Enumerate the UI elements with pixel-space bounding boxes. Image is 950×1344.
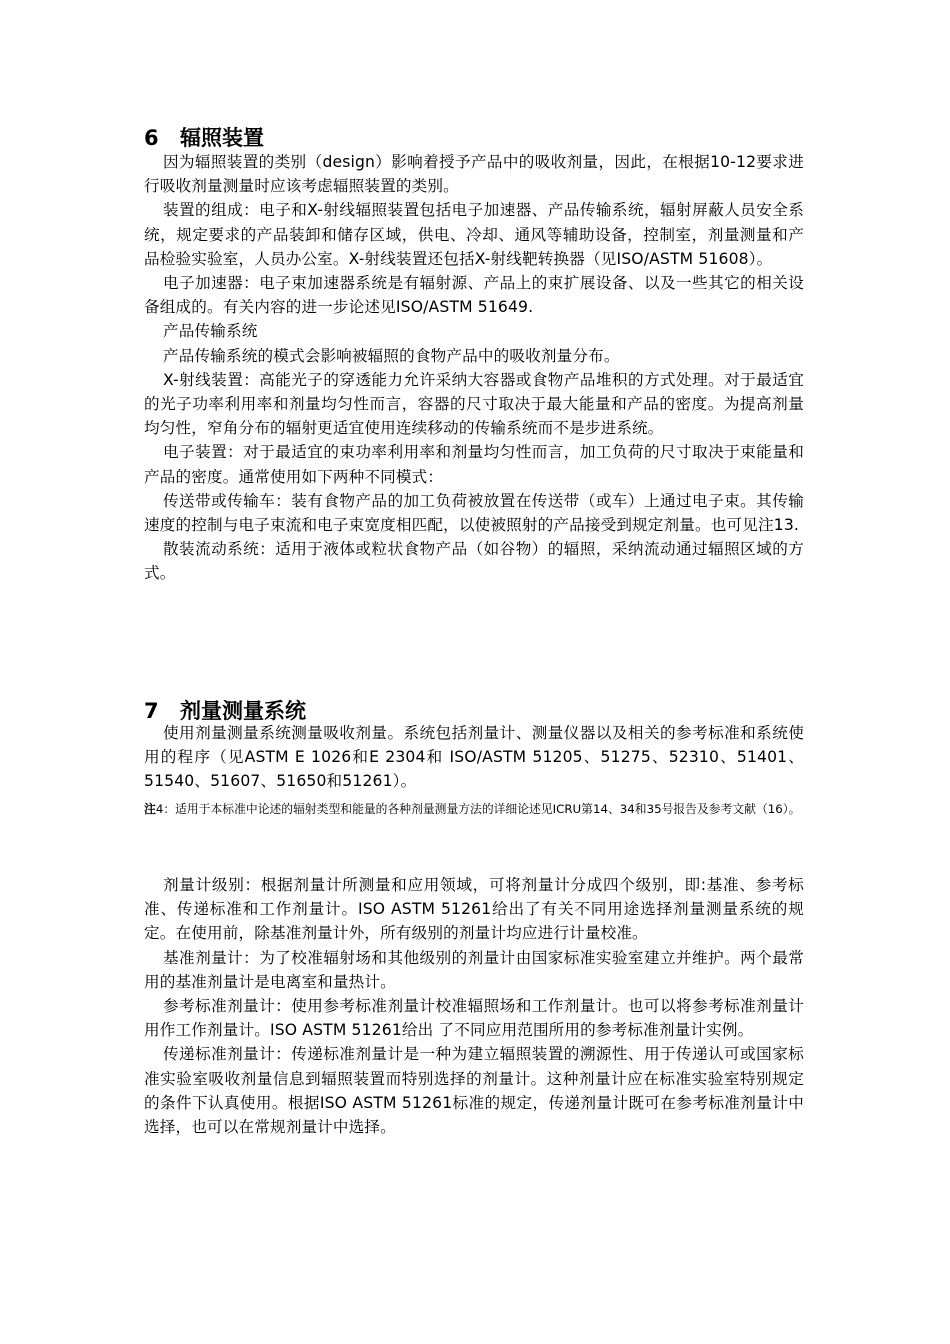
section-6-body xyxy=(144,150,804,586)
note-label: 注 xyxy=(144,802,156,816)
paragraph-primary-dosimeter: 基准剂量计：为了校准辐射场和其他级别的剂量计由国家标准实验室建立并维护。两个最常用的基准剂量计是电离室和量热计。 xyxy=(144,948,804,991)
paragraph-electron-facility: 电子装置：对于最适宜的束功率利用率和剂量均匀性而言，加工负荷的尺寸取决于束能量和产品的密度。通常使用如下两种不同模式： xyxy=(144,443,804,486)
section-7-intro xyxy=(144,721,804,794)
section-7-title: 剂量测量系统 xyxy=(180,699,306,723)
paragraph-conveyor-heading: 产品传输系统 xyxy=(163,322,258,341)
section-7-body xyxy=(144,873,804,1139)
section-6-number: 6 xyxy=(144,126,159,150)
section-7-number: 7 xyxy=(144,699,159,723)
paragraph-conveyor-cart: 传送带或传输车：装有食物产品的加工负荷被放置在传送带（或车）上通过电子束。其传输速度的控制与电子束流和电子束宽度相匹配，以使被照射的产品接受到规定剂量。也可见注13. xyxy=(144,491,804,535)
paragraph-reference-dosimeter: 参考标准剂量计：使用参考标准剂量计校准辐照场和工作剂量计。也可以将参考标准剂量计用作工作剂量计。ISO ASTM 51261给出 了不同应用范围所用的参考标准剂量计实例。 xyxy=(144,997,804,1040)
paragraph-design-category: 因为辐照装置的类别（design）影响着授予产品中的吸收剂量，因此，在根据10-12要求进行吸收剂量测量时应该考虑辐照装置的类别。 xyxy=(144,153,804,196)
paragraph-bulk-flow: 散装流动系统：适用于液体或粒状食物产品（如谷物）的辐照，采纳流动通过辐照区域的方式。 xyxy=(144,540,804,583)
note-body: 4：适用于本标准中论述的辐射类型和能量的各种剂量测量方法的详细论述见ICRU第14、34和35号报告及参考文献（16）。 xyxy=(155,802,801,816)
section-6-title: 辐照装置 xyxy=(180,126,264,150)
paragraph-xray-facility: X-射线装置：高能光子的穿透能力允许采纳大容器或食物产品堆积的方式处理。对于最适宜的光子功率利用率和剂量均匀性而言，容器的尺寸取决于最大能量和产品的密度。为提高剂量均匀性，窄角分布的辐射更适宜使用连续移动的传输系统而不是步进系统。 xyxy=(144,370,804,438)
paragraph-facility-components: 装置的组成：电子和X-射线辐照装置包括电子加速器、产品传输系统，辐射屏蔽人员安全系统，规定要求的产品装卸和储存区域，供电、冷却、通风等辅助设备，控制室，剂量测量和产品检验实验室，人员办公室。X-射线装置还包括X-射线靶转换器（见ISO/ASTM 51608）。 xyxy=(144,201,804,268)
paragraph-electron-accelerator: 电子加速器：电子束加速器系统是有辐射源、产品上的束扩展设备、以及一些其它的相关设备组成的。有关内容的进一步论述见ISO/ASTM 51649. xyxy=(144,274,804,317)
paragraph-transfer-dosimeter: 传递标准剂量计：传递标准剂量计是一种为建立辐照装置的溯源性、用于传递认可或国家标准实验室吸收剂量信息到辐照装置而特别选择的剂量计。这种剂量计应在标准实验室特别规定的条件下认真使用。根据ISO ASTM 51261标准的规定，传递剂量计既可在参考标准剂量计中选择，也可以在常规剂量计中选择。 xyxy=(144,1045,804,1137)
paragraph-dosimetry-system: 使用剂量测量系统测量吸收剂量。系统包括剂量计、测量仪器以及相关的参考标准和系统使用的程序（见ASTM E 1026和E 2304和 ISO/ASTM 51205、51275、52310、51401、51540、51607、51650和51261）。 xyxy=(144,724,804,791)
note-4-text xyxy=(144,796,804,822)
note-4 xyxy=(144,796,804,822)
paragraph-dosimeter-classes: 剂量计级别：根据剂量计所测量和应用领域，可将剂量计分成四个级别，即:基准、参考标准、传递标准和工作剂量计。ISO ASTM 51261给出了有关不同用途选择剂量测量系统的规定。在使用前，除基准剂量计外，所有级别的剂量计均应进行计量校准。 xyxy=(144,876,804,943)
paragraph-conveyor-mode: 产品传输系统的模式会影响被辐照的食物产品中的吸收剂量分布。 xyxy=(163,346,620,365)
section-6-heading xyxy=(144,123,264,153)
